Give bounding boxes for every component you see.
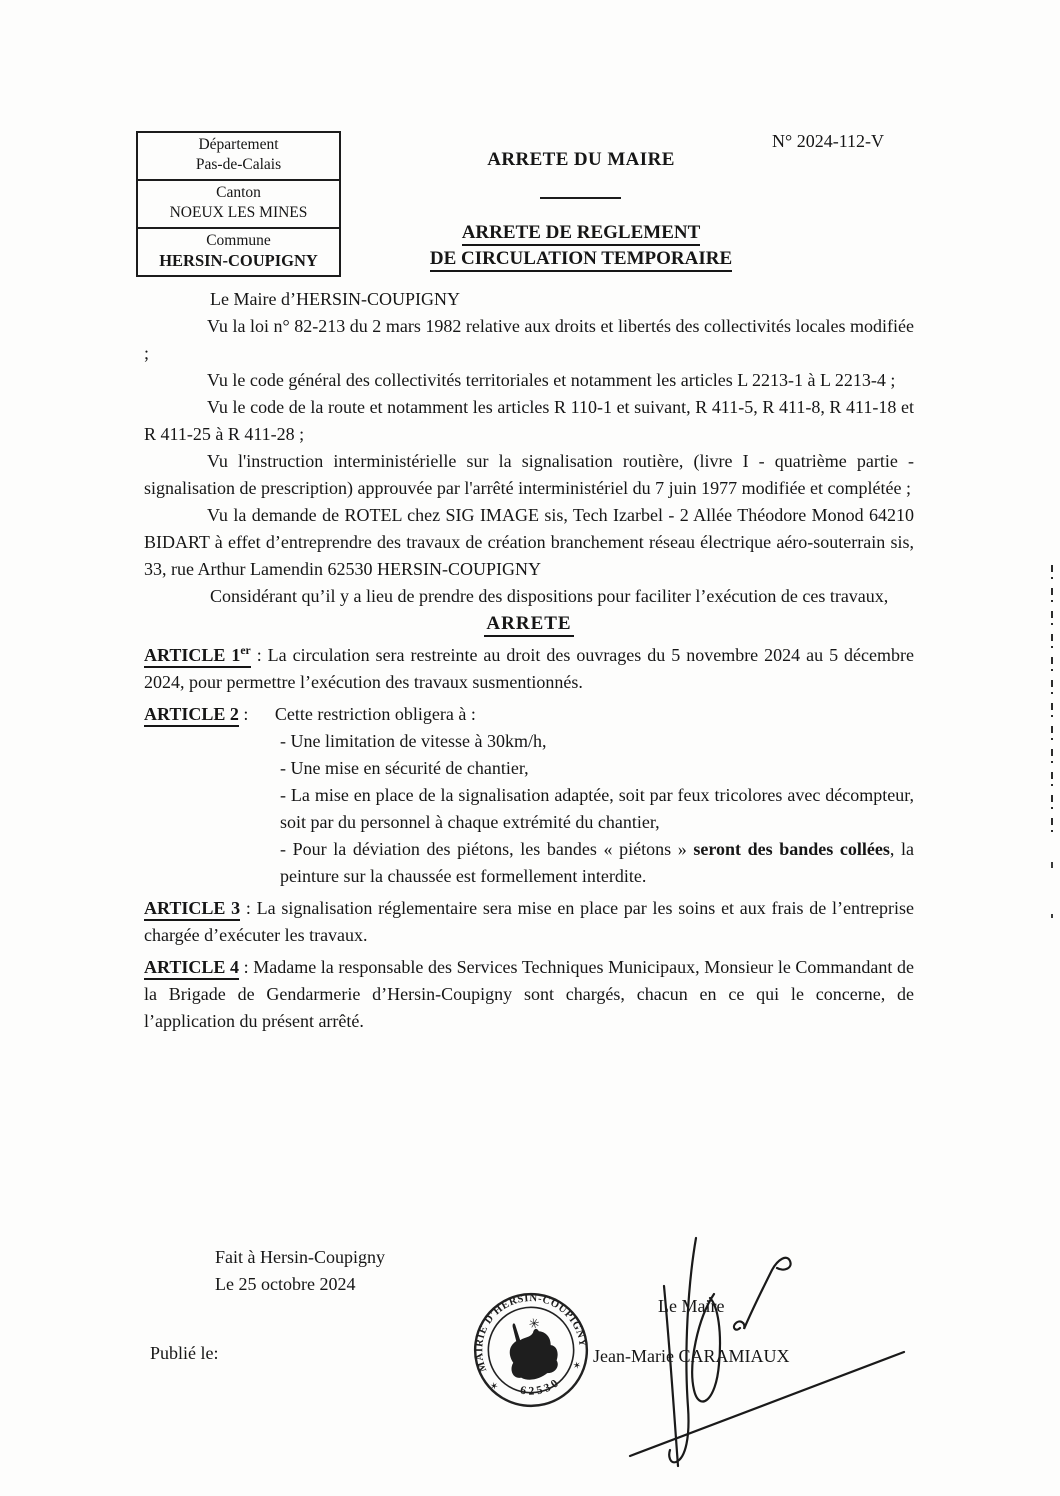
footer-place: Fait à Hersin-Coupigny [215, 1247, 385, 1267]
article-4 [144, 949, 914, 1035]
considering-paragraph: Considérant qu’il y a lieu de prendre des dispositions pour faciliter l’exécution de ces travaux, [210, 586, 889, 606]
bullet-item: - Une limitation de vitesse à 30km/h, [280, 731, 547, 751]
mairie-stamp-icon [452, 1271, 610, 1429]
article-2-bullet-list [280, 728, 914, 890]
signature-block-place-date [215, 1244, 385, 1298]
scan-artifact-line [1051, 565, 1053, 839]
article-1-label: ARTICLE 1er [144, 645, 251, 668]
stamp-star-left: ✶ [488, 1380, 500, 1394]
info-row-canton [138, 179, 339, 227]
page-subtitle [398, 220, 764, 272]
recital-paragraph: Vu le code de la route et notamment les articles R 110-1 et suivant, R 411-5, R 411-8, R 411-18 et R 411-25 à R 411-28 ; [144, 397, 914, 444]
article-separator: : [240, 898, 257, 918]
article-2-text: Cette restriction obligera à : [274, 704, 476, 724]
article-separator: : [238, 704, 253, 724]
article-4-label: ARTICLE 4 [144, 957, 239, 980]
recital-paragraph: Vu la demande de ROTEL chez SIG IMAGE sis, Tech Izarbel - 2 Allée Théodore Monod 64210 BIDART à effet d’entreprendre des travaux de création branchement réseau électrique aéro-souterrain sis, 33, rue Arthur Lamendin 62530 HERSIN-COUPIGNY [144, 505, 914, 579]
bullet-bold-text: seront des bandes collées [693, 839, 890, 859]
article-3-text: La signalisation réglementaire sera mise en place par les soins et aux frais de l’entreprise chargée d’exécuter les travaux. [144, 898, 914, 945]
subtitle-line-1: ARRETE DE REGLEMENT [462, 222, 701, 246]
article-1-text: La circulation sera restreinte au droit des ouvrages du 5 novembre 2024 au 5 décembre 2024, pour permettre l’exécution des travaux susmentionnés. [144, 645, 914, 692]
svg-text:✳: ✳ [527, 1314, 542, 1333]
article-3 [144, 890, 914, 949]
commune-info-box [136, 131, 341, 277]
signer-name: Jean-Marie CARAMIAUX [593, 1346, 790, 1366]
decree-heading: ARRETE [144, 610, 914, 637]
recital-paragraph: Vu le code général des collectivités territoriales et notamment les articles L 2213-1 à L 2213-4 ; [207, 370, 896, 390]
article-4-text: Madame la responsable des Services Techniques Municipaux, Monsieur le Commandant de la Brigade de Gendarmerie d’Hersin-Coupigny sont chargés, chacun en ce qui le concerne, de l’application du présent arrêté. [144, 957, 914, 1031]
bullet-item: - La mise en place de la signalisation adaptée, soit par feux tricolores avec décompteur, soit par du personnel à chaque extrémité du chantier, [280, 785, 914, 832]
recital-paragraph: Vu la loi n° 82-213 du 2 mars 1982 relative aux droits et libertés des collectivités locales modifiée ; [144, 316, 914, 363]
signer-title: Le Maire [658, 1296, 725, 1316]
article-2 [144, 696, 914, 728]
info-value: HERSIN-COUPIGNY [159, 251, 318, 270]
info-label: Canton [216, 184, 261, 201]
subtitle-line-2: DE CIRCULATION TEMPORAIRE [430, 248, 732, 272]
footer-date: Le 25 octobre 2024 [215, 1274, 356, 1294]
stamp-ring-text: MAIRIE D'HERSIN-COUPIGNY [474, 1292, 588, 1374]
article-3-label: ARTICLE 3 [144, 898, 240, 921]
article-1-sup: er [240, 644, 251, 657]
info-row-commune [138, 227, 339, 275]
stamp-postcode: 62530 [519, 1375, 564, 1398]
stamp-coat-of-arms [500, 1313, 562, 1385]
salutation: Le Maire d’HERSIN-COUPIGNY [210, 289, 460, 309]
published-label: Publié le: [150, 1343, 219, 1363]
info-row-departement [138, 133, 339, 179]
bullet-item: - Une mise en sécurité de chantier, [280, 758, 529, 778]
scan-artifact-dot [1051, 914, 1053, 918]
document-body [144, 286, 914, 1035]
bullet-item: - Pour la déviation des piétons, les bandes « piétons » seront des bandes collées, la peinture sur la chaussée est formellement interdite. [280, 839, 915, 886]
stamp-star-right: ✶ [571, 1359, 583, 1373]
info-value: NOEUX LES MINES [169, 204, 308, 221]
article-separator: : [239, 957, 254, 977]
article-1 [144, 637, 914, 696]
info-label: Département [198, 136, 279, 153]
scan-artifact-dot [1051, 862, 1053, 868]
doc-number: N° 2024-112-V [772, 131, 885, 151]
title-rule [540, 197, 621, 199]
info-label: Commune [206, 232, 271, 249]
article-separator: : [250, 645, 268, 665]
page-title: ARRETE DU MAIRE [487, 149, 675, 170]
recital-paragraph: Vu l'instruction interministérielle sur la signalisation routière, (livre I - quatrième partie - signalisation de prescription) approuvée par l'arrêté interministériel du 7 juin 1977 modifiée et complétée ; [144, 451, 914, 498]
info-value: Pas-de-Calais [195, 156, 282, 173]
article-2-label: ARTICLE 2 [144, 704, 239, 727]
